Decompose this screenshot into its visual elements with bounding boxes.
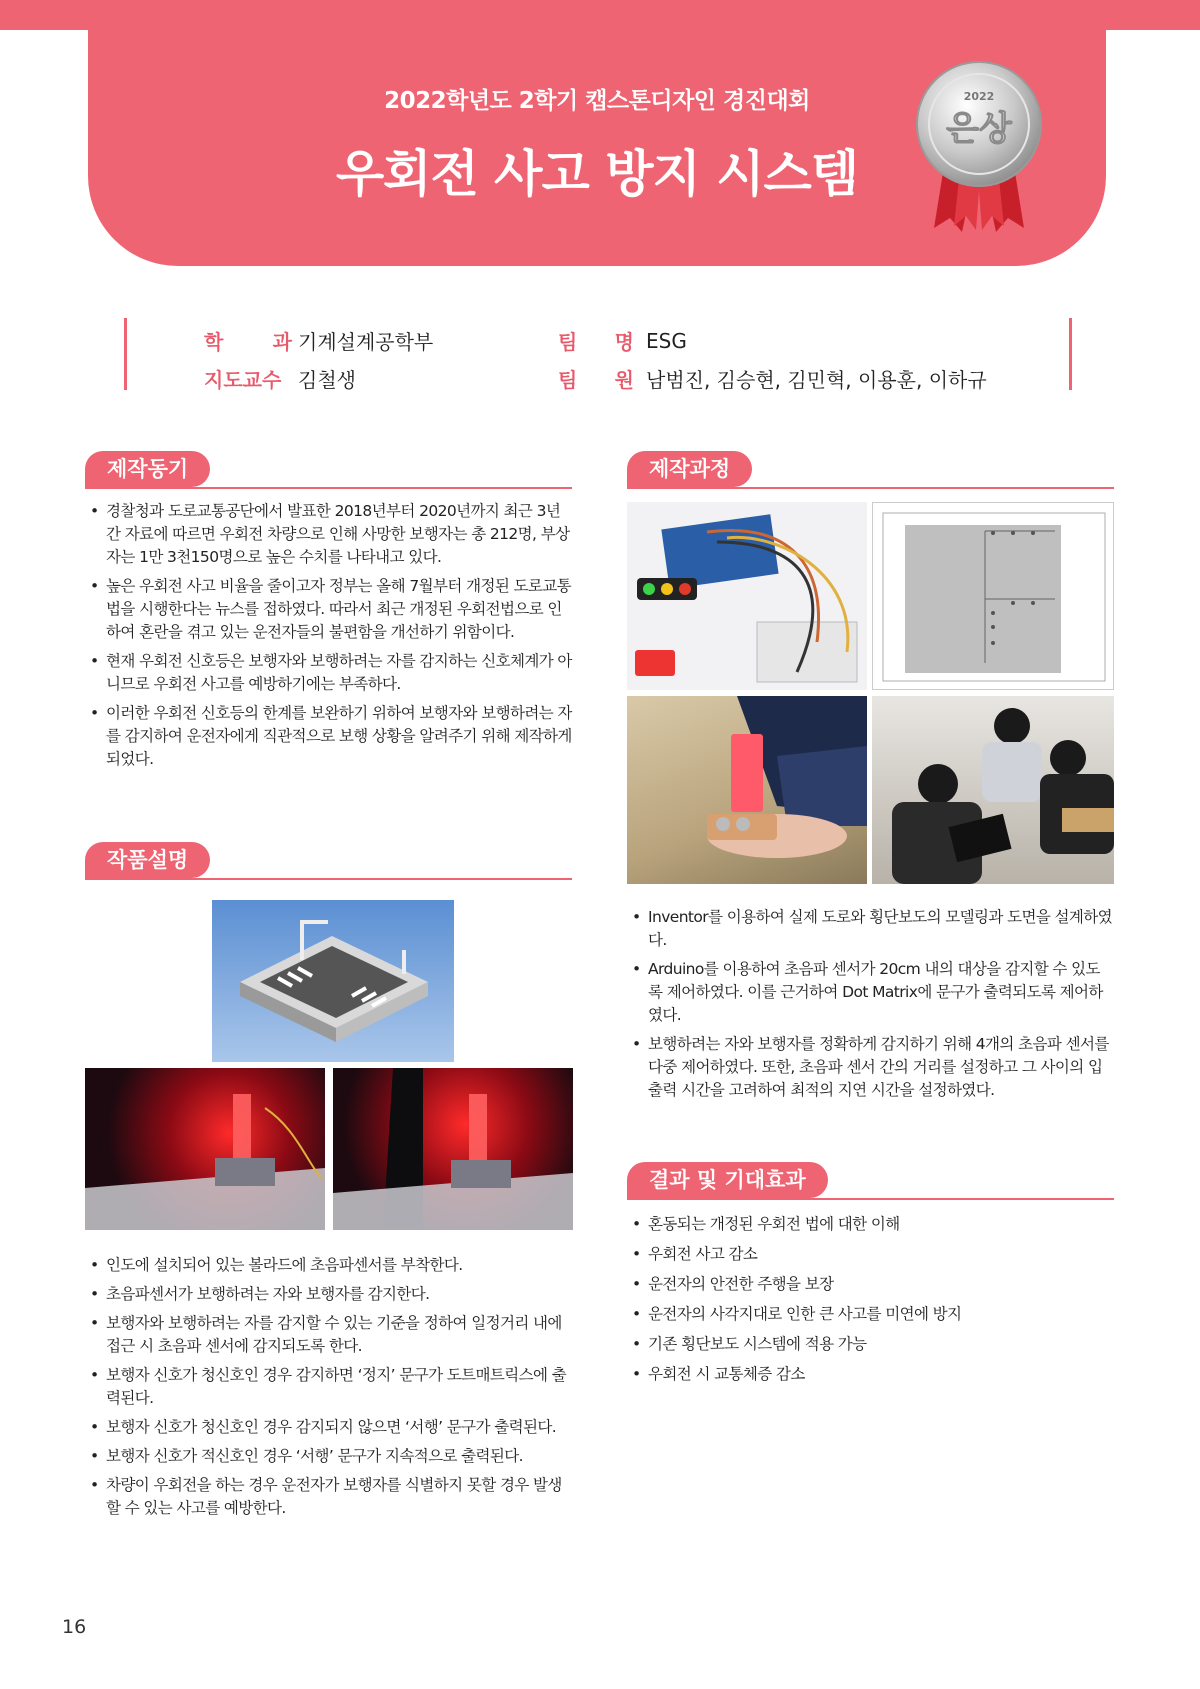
results-list [630, 1212, 1114, 1392]
prototype-photo-1 [85, 1068, 325, 1230]
info-bar-right [1069, 318, 1072, 390]
section-heading: 결과 및 기대효과 [627, 1162, 828, 1198]
medal-year: 2022 [963, 90, 995, 103]
list-item: • 보행하려는 자와 보행자를 정확하게 감지하기 위해 4개의 초음파 센서를 다중 제어하였다. 또한, 초음파 센서 간의 거리를 설정하고 그 사이의 입출력 시간을 고려하여 최적의 지연 시간을 설정하였다. [630, 1033, 1114, 1102]
list-item: • 기존 횡단보도 시스템에 적용 가능 [630, 1332, 1114, 1356]
team-label: 팀 명 [558, 330, 634, 354]
advisor-value: 김철생 [298, 368, 356, 392]
info-dept [204, 326, 433, 355]
page-number: 16 [62, 1616, 87, 1638]
process-list [630, 906, 1114, 1108]
description-list [88, 1254, 574, 1526]
list-item: • 보행자 신호가 적신호인 경우 ‘서행’ 문구가 지속적으로 출력된다. [88, 1445, 574, 1468]
list-item: • 차량이 우회전을 하는 경우 운전자가 보행자를 식별하지 못할 경우 발생할 수 있는 사고를 예방한다. [88, 1474, 574, 1520]
section-divider [85, 487, 572, 489]
members-label: 팀 원 [558, 368, 634, 392]
list-item: • 보행자와 보행하려는 자를 감지할 수 있는 기준을 정하여 일정거리 내에 접근 시 초음파 센서에 감지되도록 한다. [88, 1312, 574, 1358]
list-item: • 높은 우회전 사고 비율을 줄이고자 정부는 올해 7월부터 개정된 도로교통법을 시행한다는 뉴스를 접하였다. 따라서 최근 개정된 우회전법으로 인하여 혼란을 겪고 있는 운전자들의 불편함을 개선하기 위함이다. [88, 575, 574, 644]
event-subtitle: 2022학년도 2학기 캡스톤디자인 경진대회 [384, 88, 810, 114]
section-motivation-header [85, 451, 572, 485]
list-item: • 보행자 신호가 청신호인 경우 감지되지 않으면 ‘서행’ 문구가 출력된다. [88, 1416, 574, 1439]
list-item: • 운전자의 안전한 주행을 보장 [630, 1272, 1114, 1296]
list-item: • 우회전 시 교통체증 감소 [630, 1362, 1114, 1386]
team-value: ESG [646, 328, 687, 353]
list-item: • Inventor를 이용하여 실제 도로와 횡단보도의 모델링과 도면을 설계하였다. [630, 906, 1114, 952]
list-item: • 현재 우회전 신호등은 보행자와 보행하려는 자를 감지하는 신호체계가 아니므로 우회전 사고를 예방하기에는 부족하다. [88, 650, 574, 696]
section-description-header [85, 842, 572, 876]
list-item: • 인도에 설치되어 있는 볼라드에 초음파센서를 부착한다. [88, 1254, 574, 1277]
list-item: • 운전자의 사각지대로 인한 큰 사고를 미연에 방지 [630, 1302, 1114, 1326]
section-divider [627, 1198, 1114, 1200]
cad-model-image [212, 900, 454, 1062]
dept-value: 기계설계공학부 [298, 330, 434, 354]
dot-matrix-hand-photo [627, 696, 867, 884]
prototype-photo-2 [333, 1068, 573, 1230]
section-divider [627, 487, 1114, 489]
team-working-photo [872, 696, 1114, 884]
section-heading: 작품설명 [85, 842, 210, 878]
list-item: • 보행자 신호가 청신호인 경우 감지하면 ‘정지’ 문구가 도트매트릭스에 출력된다. [88, 1364, 574, 1410]
list-item: • 혼동되는 개정된 우회전 법에 대한 이해 [630, 1212, 1114, 1236]
section-results-header [627, 1162, 1114, 1196]
medal-label: 은상 [946, 109, 1012, 149]
list-item: • 우회전 사고 감소 [630, 1242, 1114, 1266]
dept-label: 학 과 [204, 330, 292, 354]
project-title: 우회전 사고 방지 시스템 [335, 145, 859, 203]
silver-medal-icon [914, 58, 1044, 238]
section-heading: 제작과정 [627, 451, 752, 487]
members-value: 남범진, 김승현, 김민혁, 이용훈, 이하규 [646, 368, 987, 392]
info-members [558, 364, 987, 393]
arduino-circuit-photo [627, 502, 867, 690]
section-process-header [627, 451, 1114, 485]
section-divider [85, 878, 572, 880]
motivation-list [88, 500, 574, 777]
info-bar-left [124, 318, 127, 390]
info-advisor [204, 364, 356, 393]
section-heading: 제작동기 [85, 451, 210, 487]
technical-drawing [872, 502, 1114, 690]
list-item: • 초음파센서가 보행하려는 자와 보행자를 감지한다. [88, 1283, 574, 1306]
info-team [558, 326, 687, 355]
list-item: • Arduino를 이용하여 초음파 센서가 20cm 내의 대상을 감지할 수 있도록 제어하였다. 이를 근거하여 Dot Matrix에 문구가 출력되도록 제어하였다. [630, 958, 1114, 1027]
list-item: • 경찰청과 도로교통공단에서 발표한 2018년부터 2020년까지 최근 3년간 자료에 따르면 우회전 차량으로 인해 사망한 보행자는 총 212명, 부상자는 1만 3천150명으로 높은 수치를 나타내고 있다. [88, 500, 574, 569]
advisor-label: 지도교수 [204, 368, 282, 392]
list-item: • 이러한 우회전 신호등의 한계를 보완하기 위하여 보행자와 보행하려는 자를 감지하여 운전자에게 직관적으로 보행 상황을 알려주기 위해 제작하게 되었다. [88, 702, 574, 771]
